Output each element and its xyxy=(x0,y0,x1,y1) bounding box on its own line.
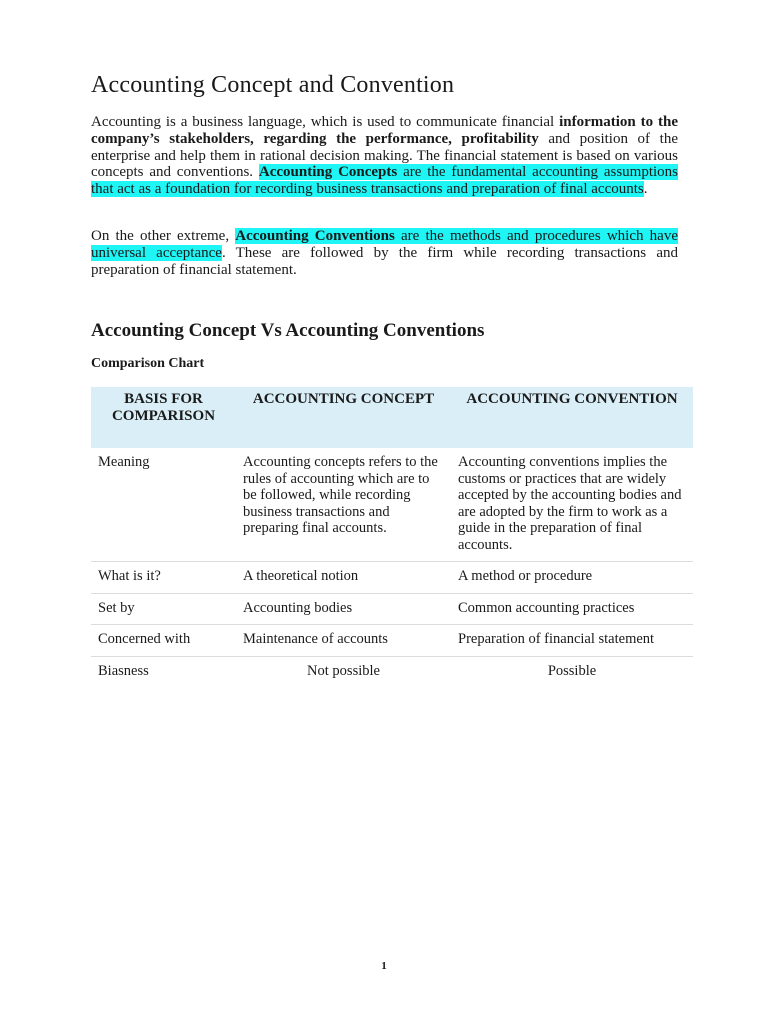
p1-end: . xyxy=(643,181,648,198)
intro-paragraph-2 xyxy=(91,228,678,278)
convention-cell: Preparation of financial statement xyxy=(451,625,693,657)
header-basis: BASIS FOR COMPARISON xyxy=(91,387,236,448)
row-label: What is it? xyxy=(91,562,236,594)
p1-highlight-term: Accounting Concepts xyxy=(258,164,398,181)
table-row xyxy=(91,656,693,687)
page-title: Accounting Concept and Convention xyxy=(91,72,455,98)
p1-bold-text: information to the company’s stakeholders, regarding the performance, profitability xyxy=(91,114,678,147)
section-heading: Accounting Concept Vs Accounting Conventions xyxy=(91,320,485,341)
p1-text-b: and position of the enterprise and help them in rational decision making. The financial statement is based on various concepts and conventions. xyxy=(91,130,678,181)
concept-cell: Accounting concepts refers to the rules of accounting which are to be followed, while recording business transactions and preparing final accounts. xyxy=(236,448,451,562)
convention-cell: Accounting conventions implies the customs or practices that are widely accepted by the accounting bodies and are adopted by the firm to work as a guide in the preparation of final accounts. xyxy=(451,448,693,562)
comparison-chart-label: Comparison Chart xyxy=(91,356,205,371)
p2-text-b: . These are followed by the firm while recording transactions and preparation of financial statement. xyxy=(91,244,678,278)
p1-highlight-text: are the fundamental accounting assumptions that act as a foundation for recording business transactions and preparation of final accounts xyxy=(91,164,678,198)
table-row xyxy=(91,593,693,625)
convention-cell: Possible xyxy=(547,662,597,679)
concept-cell: Not possible xyxy=(307,662,380,679)
convention-cell: Common accounting practices xyxy=(451,593,693,625)
table-row xyxy=(91,562,693,594)
p2-highlight-text: are the methods and procedures which have universal acceptance xyxy=(91,228,678,261)
row-label: Meaning xyxy=(91,448,236,562)
concept-cell: A theoretical notion xyxy=(236,562,451,594)
header-convention: ACCOUNTING CONVENTION xyxy=(451,387,693,448)
p2-highlight-term: Accounting Conventions xyxy=(235,228,395,244)
page-number: 1 xyxy=(381,960,387,972)
comparison-table xyxy=(91,387,693,687)
row-label: Set by xyxy=(91,593,236,625)
table-row xyxy=(91,448,693,562)
header-concept: ACCOUNTING CONCEPT xyxy=(236,387,451,448)
intro-paragraph-1 xyxy=(91,114,678,198)
convention-cell: A method or procedure xyxy=(451,562,693,594)
row-label: Biasness xyxy=(98,662,149,679)
p2-text-a: On the other extreme, xyxy=(91,228,236,244)
table-row xyxy=(91,625,693,657)
concept-cell: Maintenance of accounts xyxy=(236,625,451,657)
table-header-row xyxy=(91,387,693,448)
p1-text-a: Accounting is a business language, which is used to communicate financial xyxy=(91,114,560,130)
row-label: Concerned with xyxy=(91,625,236,657)
concept-cell: Accounting bodies xyxy=(236,593,451,625)
